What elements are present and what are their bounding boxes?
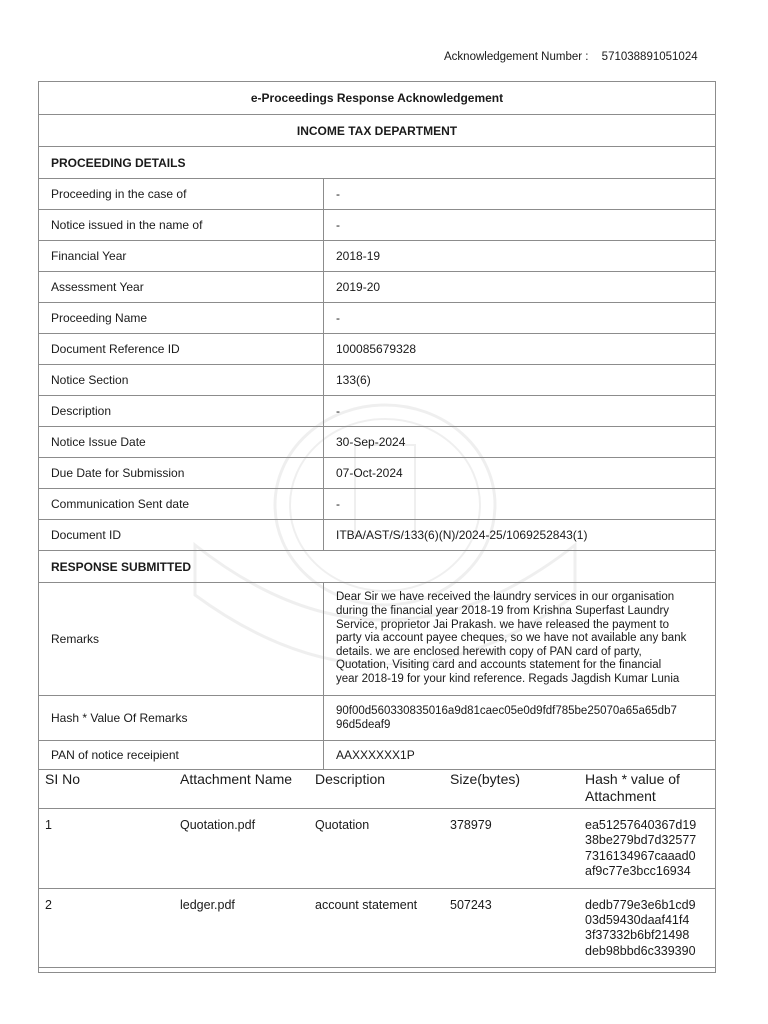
attachment-description: Quotation — [309, 809, 444, 889]
detail-row — [39, 427, 716, 458]
detail-row — [39, 334, 716, 365]
hash-line: dedb779e3e6b1cd9 — [585, 897, 696, 912]
detail-row — [39, 272, 716, 303]
detail-label: Due Date for Submission — [39, 458, 324, 489]
detail-value: 2019-20 — [324, 272, 716, 303]
hash-line: ea51257640367d19 — [585, 818, 697, 832]
attachment-row — [39, 809, 715, 889]
response-submitted-heading: RESPONSE SUBMITTED — [39, 551, 716, 583]
detail-row — [39, 241, 716, 272]
remarks-line: details. we are enclosed herewith copy of PAN card of party, — [336, 645, 642, 658]
remarks-line: year 2018-19 for your kind reference. Regads Jagdish Kumar Lunia — [336, 672, 680, 685]
hash-line: deb98bbd6c339390 — [585, 943, 696, 958]
document-title: e-Proceedings Response Acknowledgement — [39, 82, 716, 115]
acknowledgement-table — [38, 81, 716, 770]
remarks-hash-row — [39, 696, 716, 741]
detail-row — [39, 365, 716, 396]
proceeding-details-heading: PROCEEDING DETAILS — [39, 147, 716, 179]
detail-row — [39, 520, 716, 551]
attachments-header-row — [39, 769, 715, 809]
remarks-line: Quotation, Visiting card and accounts statement for the financial — [336, 659, 662, 672]
remarks-text — [324, 583, 716, 696]
acknowledgement-label: Acknowledgement Number : — [444, 51, 589, 63]
pan-value: AAXXXXXX1P — [324, 741, 716, 770]
attachments-table — [39, 769, 715, 968]
col-header-sno: SI No — [39, 769, 174, 809]
detail-value: - — [324, 489, 716, 520]
remarks-label: Remarks — [39, 583, 324, 696]
detail-value: - — [324, 303, 716, 334]
pan-row — [39, 741, 716, 770]
hash-line: 38be279bd7d32577 — [585, 833, 697, 848]
detail-value: - — [324, 396, 716, 427]
remarks-line: Service, proprietor Jai Prakash. we have released the payment to — [336, 618, 670, 631]
remarks-hash-value — [324, 696, 716, 741]
detail-row — [39, 489, 716, 520]
col-header-hash: Hash * value of Attachment — [579, 769, 715, 809]
col-header-attachment-name: Attachment Name — [174, 769, 309, 809]
attachment-row — [39, 888, 715, 968]
remarks-line: Dear Sir we have received the laundry services in our organisation — [336, 591, 675, 604]
detail-row — [39, 396, 716, 427]
attachment-size: 378979 — [444, 809, 579, 889]
detail-value: - — [324, 210, 716, 241]
detail-row — [39, 179, 716, 210]
detail-value: 100085679328 — [324, 334, 716, 365]
attachment-sno: 1 — [39, 809, 174, 889]
acknowledgement-number-line — [444, 51, 698, 63]
detail-row — [39, 303, 716, 334]
attachment-size: 507243 — [444, 888, 579, 968]
detail-row — [39, 458, 716, 489]
remarks-line: during the financial year 2018-19 from Krishna Superfast Laundry — [336, 605, 670, 618]
detail-label: Document Reference ID — [39, 334, 324, 365]
detail-value: 2018-19 — [324, 241, 716, 272]
attachment-name: ledger.pdf — [174, 888, 309, 968]
detail-label: Document ID — [39, 520, 324, 551]
detail-row — [39, 210, 716, 241]
attachment-name: Quotation.pdf — [174, 809, 309, 889]
detail-label: Notice Issue Date — [39, 427, 324, 458]
remarks-hash-label: Hash * Value Of Remarks — [39, 696, 324, 741]
detail-label: Notice Section — [39, 365, 324, 396]
detail-value: - — [324, 179, 716, 210]
col-header-description: Description — [309, 769, 444, 809]
remarks-line: party via account payee cheques, so we have not available any bank — [336, 632, 687, 645]
hash-line: 96d5deaf9 — [336, 719, 391, 731]
attachment-hash — [579, 809, 715, 889]
detail-value: 30-Sep-2024 — [324, 427, 716, 458]
hash-line: 90f00d560330835016a9d81caec05e0d9fdf785be25070a65a65db7 — [336, 705, 677, 717]
detail-label: Assessment Year — [39, 272, 324, 303]
hash-line: 03d59430daaf41f4 — [585, 913, 690, 928]
detail-value: 133(6) — [324, 365, 716, 396]
attachment-sno: 2 — [39, 888, 174, 968]
detail-label: Proceeding Name — [39, 303, 324, 334]
detail-label: Financial Year — [39, 241, 324, 272]
remarks-row — [39, 583, 716, 696]
col-header-size: Size(bytes) — [444, 769, 579, 809]
acknowledgement-number: 571038891051024 — [601, 51, 698, 63]
detail-value: 07-Oct-2024 — [324, 458, 716, 489]
detail-value: ITBA/AST/S/133(6)(N)/2024-25/1069252843(1) — [324, 520, 716, 551]
detail-label: Communication Sent date — [39, 489, 324, 520]
hash-line: 7316134967caaad0 — [585, 848, 696, 863]
attachment-description: account statement — [309, 888, 444, 968]
department-name: INCOME TAX DEPARTMENT — [39, 115, 716, 147]
detail-label: Description — [39, 396, 324, 427]
hash-line: 3f37332b6bf21498 — [585, 928, 690, 943]
hash-line: af9c77e3bcc16934 — [585, 864, 691, 879]
detail-label: Proceeding in the case of — [39, 179, 324, 210]
pan-label: PAN of notice receipient — [39, 741, 324, 770]
detail-label: Notice issued in the name of — [39, 210, 324, 241]
attachment-hash — [579, 888, 715, 968]
